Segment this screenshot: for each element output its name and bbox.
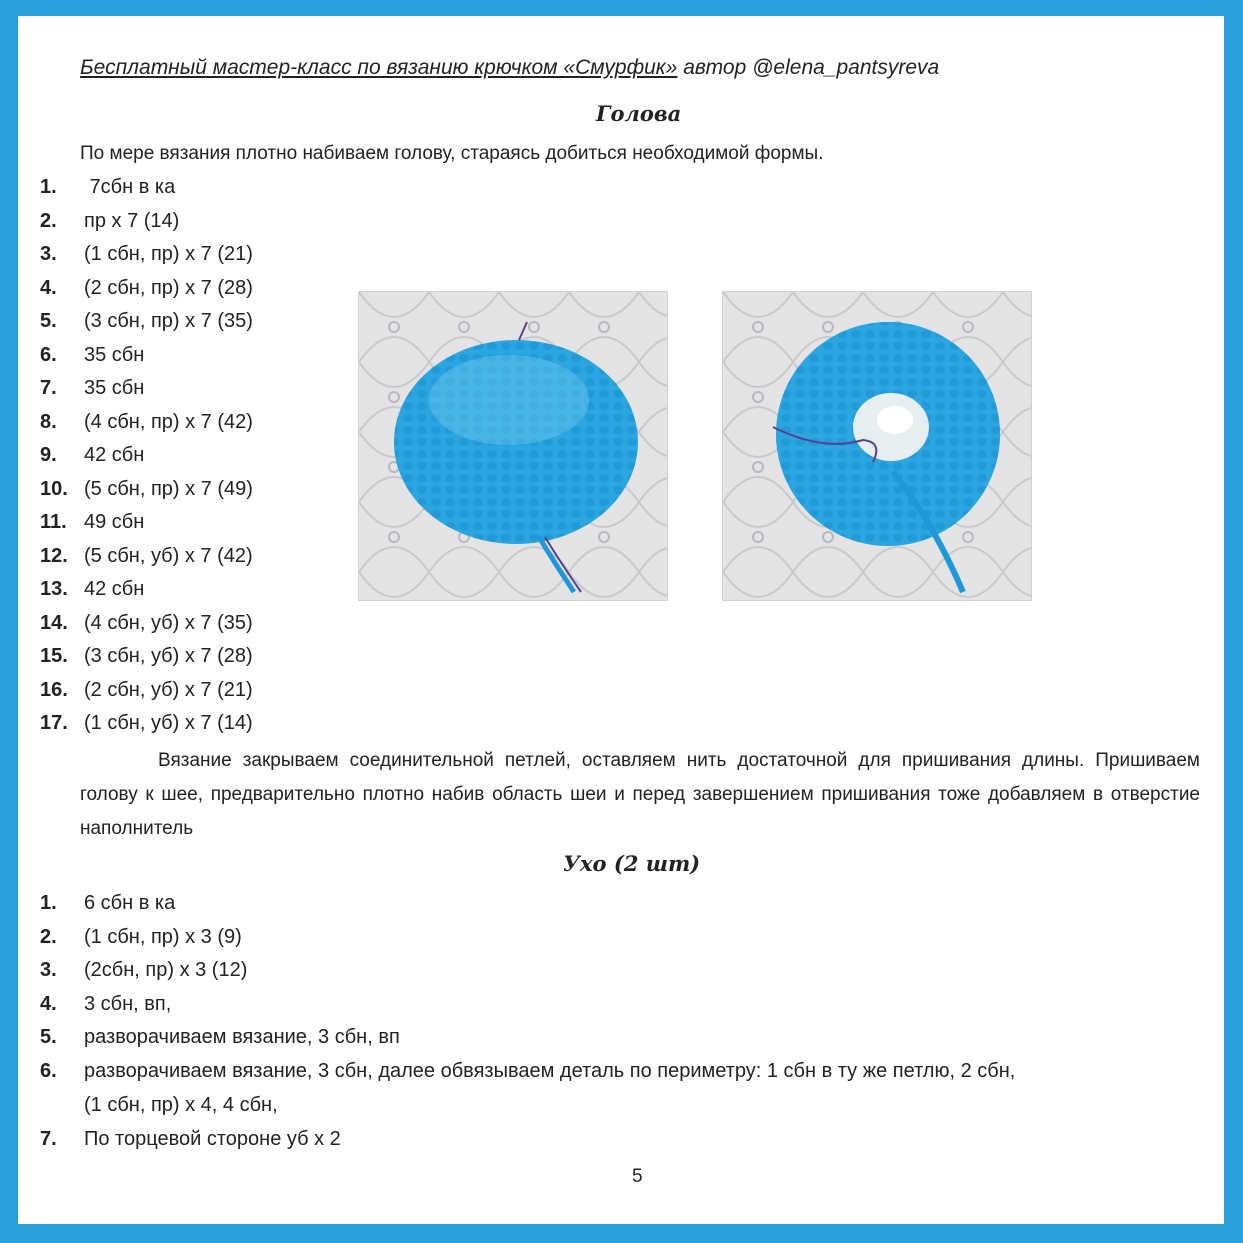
list-item: 7. 35 сбн xyxy=(40,377,145,399)
list-item: 13. 42 сбн xyxy=(40,578,145,600)
list-item: 2. (1 сбн, пр) х 3 (9) xyxy=(40,926,242,948)
header-author: автор @elena_pantsyreva xyxy=(677,56,940,79)
head-photo-bottom xyxy=(722,291,1032,601)
list-item: 6. разворачиваем вязание, 3 сбн, далее обвязываем деталь по периметру: 1 сбн в ту же петлю, 2 сбн, xyxy=(40,1060,1016,1082)
list-item: 9. 42 сбн xyxy=(40,444,145,466)
list-item: 16. (2 сбн, уб) х 7 (21) xyxy=(40,679,253,701)
head-section-title: Голова xyxy=(596,101,682,126)
crochet-head-bottom-image xyxy=(723,292,1031,600)
document-page xyxy=(18,16,1224,1224)
list-item: 7. По торцевой стороне уб х 2 xyxy=(40,1128,341,1150)
list-item: 14. (4 сбн, уб) х 7 (35) xyxy=(40,612,253,634)
list-item: 8. (4 сбн, пр) х 7 (42) xyxy=(40,411,253,433)
list-item: 4. (2 сбн, пр) х 7 (28) xyxy=(40,277,253,299)
header-title: Бесплатный мастер-класс по вязанию крючком «Смурфик» xyxy=(80,56,678,79)
list-item: 3. (2сбн, пр) х 3 (12) xyxy=(40,959,248,981)
head-photo-side xyxy=(358,291,668,601)
list-item: 4. 3 сбн, вп, xyxy=(40,993,172,1015)
crochet-head-side-image xyxy=(359,292,667,600)
head-intro: По мере вязания плотно набиваем голову, стараясь добиться необходимой формы. xyxy=(80,143,824,164)
list-item: 17. (1 сбн, уб) х 7 (14) xyxy=(40,712,253,734)
head-closing-paragraph: Вязание закрываем соединительной петлей, оставляем нить достаточной для пришивания длины. Пришиваем голову к шее, предварительно плотно набив область шеи и перед завершением пришивания тоже добавляем в отверстие наполнитель xyxy=(80,750,1200,839)
list-item: (1 сбн, пр) х 4, 4 сбн, xyxy=(84,1094,278,1116)
list-item: 1. 6 сбн в ка xyxy=(40,892,176,914)
page-number: 5 xyxy=(632,1166,643,1187)
list-item: 1. 7сбн в ка xyxy=(40,176,176,198)
list-item: 6. 35 сбн xyxy=(40,344,145,366)
ear-section-title: Ухо (2 шт) xyxy=(563,851,701,876)
list-item: 5. разворачиваем вязание, 3 сбн, вп xyxy=(40,1026,400,1048)
list-item: 10. (5 сбн, пр) х 7 (49) xyxy=(40,478,253,500)
list-item: 11. 49 сбн xyxy=(40,511,145,533)
list-item: 12. (5 сбн, уб) х 7 (42) xyxy=(40,545,253,567)
list-item: 2. пр х 7 (14) xyxy=(40,210,180,232)
list-item: 3. (1 сбн, пр) х 7 (21) xyxy=(40,243,253,265)
list-item: 5. (3 сбн, пр) х 7 (35) xyxy=(40,310,253,332)
list-item: 15. (3 сбн, уб) х 7 (28) xyxy=(40,645,253,667)
document-header xyxy=(80,56,939,80)
